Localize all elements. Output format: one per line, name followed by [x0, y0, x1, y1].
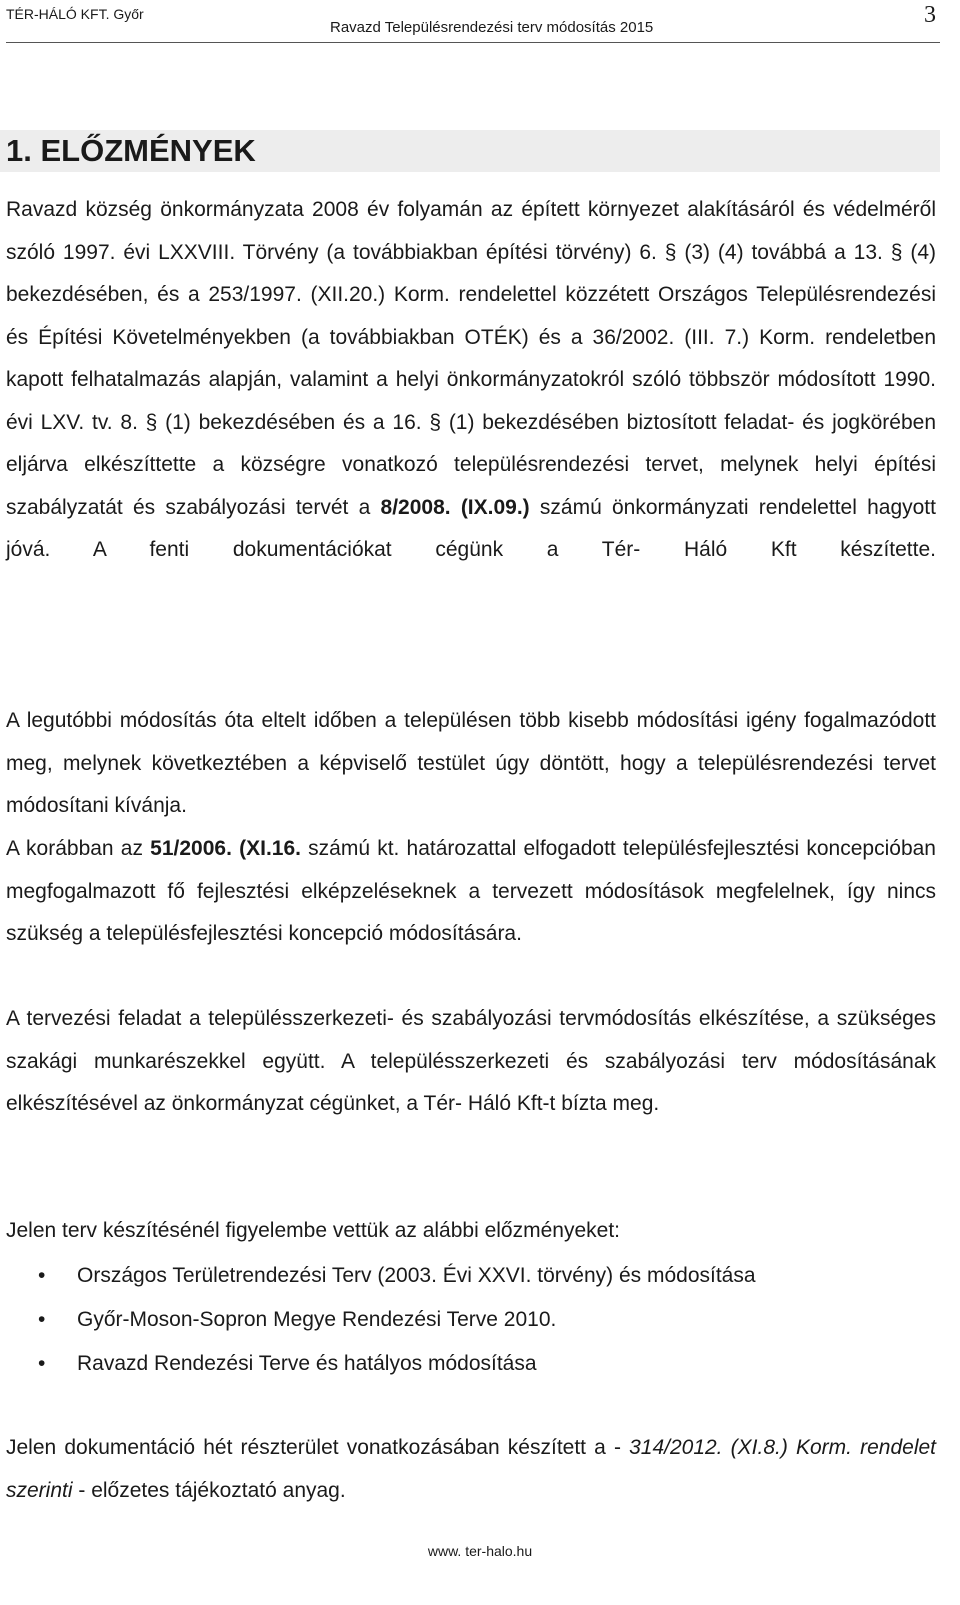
- section-title: 1. ELŐZMÉNYEK: [0, 130, 940, 172]
- paragraph-background: [6, 189, 936, 572]
- footer-url: www. ter-halo.hu: [427, 1543, 533, 1559]
- company-name: TÉR-HÁLÓ KFT. Győr: [6, 6, 144, 22]
- p1-text-1: Ravazd község önkormányzata 2008 év folyamán az épített környezet alakításáról és védelméről szóló 1997. évi LXXVIII. Törvény (a továbbiakban építési törvény) 6. § (3) (4) továbbá a 13. § (4) bekezdésében, és a 253/1997. (XII.20.) Korm. rendelettel közzétett Országos Településrendezési és Építési Követelményekben (a továbbiakban OTÉK) és a 36/2002. (III. 7.) Korm. rendeletben kapott felhatalmazás alapján, valamint a helyi önkormányzatokról szóló többször módosított 1990. évi LXV. tv. 8. § (1) bekezdésében és a 16. § (1) bekezdésében biztosított feladat- és jogkörében eljárva elkészíttette a községre vonatkozó településrendezési tervet, melynek helyi építési szabályzatát és szabályozási tervét a: [6, 198, 936, 519]
- p1-bold-decree: 8/2008. (IX.09.): [380, 495, 530, 519]
- list-item: • Országos Területrendezési Terv (2003. Évi XXVI. törvény) és módosítása: [6, 1254, 756, 1298]
- paragraph-concept: [6, 828, 936, 956]
- p6-italic-decree: 314/2012. (XI.8.) Korm. rendelet szerinti: [6, 1436, 936, 1502]
- p3-text-1: A korábban az: [6, 837, 151, 860]
- paragraph-modification-need: A legutóbbi módosítás óta eltelt időben a településen több kisebb módosítási igény fogalmazódott meg, melynek következtében a képviselő testület úgy döntött, hogy a településrendezési tervet módosítani kívánja.: [6, 709, 936, 817]
- antecedents-list: [6, 1254, 756, 1386]
- p3-text-2: számú kt. határozattal elfogadott településfejlesztési koncepcióban megfogalmazott fő fejlesztési elképzeléseknek a tervezett módosítások megfelelnek, így nincs szükség a településfejlesztési koncepció módosítására.: [6, 837, 936, 945]
- list-item: • Győr-Moson-Sopron Megye Rendezési Terve 2010.: [6, 1298, 756, 1342]
- p6-text-1: Jelen dokumentáció hét részterület vonatkozásában készített a -: [6, 1436, 630, 1459]
- paragraph-document-scope: [6, 1427, 936, 1512]
- page-number: 3: [924, 2, 936, 28]
- p3-bold-resolution: 51/2006. (XI.16.: [150, 837, 301, 860]
- paragraph-antecedents-intro: Jelen terv készítésénél figyelembe vettük az alábbi előzményeket:: [6, 1219, 620, 1242]
- page-header: [6, 0, 940, 43]
- paragraph-task: A tervezési feladat a településszerkezeti- és szabályozási tervmódosítás elkészítése, a szükséges szakági munkarészekkel együtt. A településszerkezeti és szabályozási terv módosításának elkészítésével az önkormányzat cégünket, a Tér- Háló Kft-t bízta meg.: [6, 1007, 936, 1115]
- document-title: Ravazd Településrendezési terv módosítás 2015: [330, 19, 654, 36]
- p6-text-2: - előzetes tájékoztató anyag.: [72, 1478, 346, 1502]
- p1-text-2: számú önkormányzati rendelettel hagyott jóvá. A fenti dokumentációkat cégünk a Tér- Háló Kft készítette.: [6, 495, 936, 561]
- list-item: • Ravazd Rendezési Terve és hatályos módosítása: [6, 1342, 756, 1386]
